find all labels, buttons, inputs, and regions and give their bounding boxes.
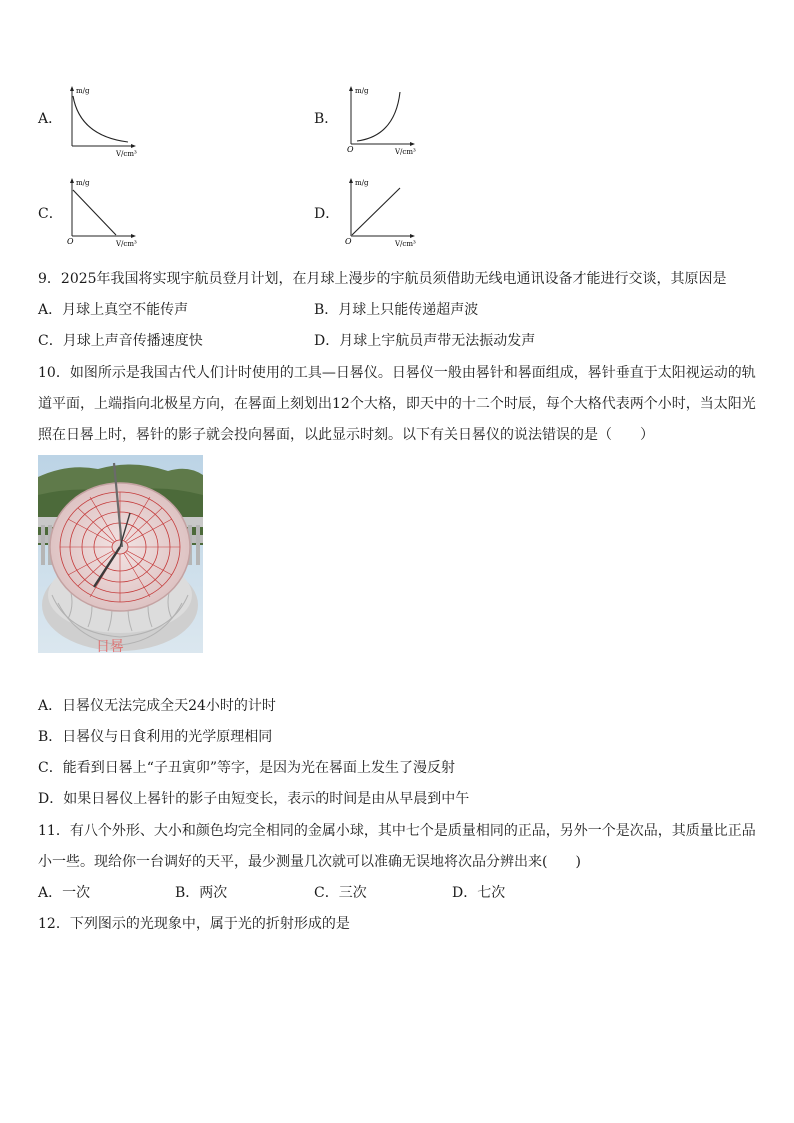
graph-b-ylabel: m/g: [355, 87, 369, 95]
graph-c-xlabel: V/cm³: [116, 240, 137, 248]
graph-d-xlabel: V/cm³: [395, 240, 416, 248]
graph-d-ylabel: m/g: [355, 179, 369, 187]
sundial-photo-caption: 日晷: [96, 639, 124, 653]
question-11-option-b: B．两次: [175, 885, 228, 901]
graph-d: [343, 176, 423, 256]
graph-a-curve: [73, 96, 128, 142]
graph-d-origin: O: [345, 237, 352, 246]
question-9-option-b: B．月球上只能传递超声波: [314, 302, 479, 318]
graph-b-origin: O: [347, 145, 354, 154]
sundial-photo: [38, 455, 203, 653]
graph-d-line: [352, 188, 400, 235]
question-12-stem: 12．下列图示的光现象中，属于光的折射形成的是: [38, 916, 350, 932]
question-11-option-c: C．三次: [314, 885, 367, 901]
graph-c-line: [73, 190, 116, 235]
question-11-option-a: A．一次: [38, 885, 91, 901]
graph-option-d-label: D．: [314, 206, 340, 222]
graph-c-ylabel: m/g: [76, 179, 90, 187]
question-10-option-b: B．日晷仪与日食利用的光学原理相同: [38, 729, 273, 745]
graph-a: [64, 84, 144, 164]
question-9-option-c: C．月球上声音传播速度快: [38, 333, 203, 349]
graph-c-origin: O: [67, 237, 74, 246]
question-10-option-a: A．日晷仪无法完成全天24小时的计时: [38, 698, 276, 714]
question-9-stem: 9．2025年我国将实现宇航员登月计划，在月球上漫步的宇航员须借助无线电通讯设备才能进行交谈，其原因是: [38, 271, 727, 287]
graph-option-b-label: B．: [314, 111, 339, 127]
question-11-stem-line-2: 小一些。现给你一台调好的天平，最少测量几次就可以准确无误地将次品分辨出来( ): [38, 854, 581, 870]
question-9-option-d: D．月球上宇航员声带无法振动发声: [314, 333, 536, 349]
graph-b-xlabel: V/cm³: [395, 148, 416, 156]
graph-a-ylabel: m/g: [76, 87, 90, 95]
question-10-stem-line-3: 照在日晷上时，晷针的影子就会投向晷面，以此显示时刻。以下有关日晷仪的说法错误的是（ ）: [38, 427, 654, 443]
question-9-option-a: A．月球上真空不能传声: [38, 302, 189, 318]
graph-b-curve: [357, 92, 400, 141]
question-10-option-c: C．能看到日晷上“子丑寅卯”等字，是因为光在晷面上发生了漫反射: [38, 760, 456, 776]
question-10-option-d: D．如果日晷仪上晷针的影子由短变长，表示的时间是由从早晨到中午: [38, 791, 470, 807]
graph-a-xlabel: V/cm³: [116, 150, 137, 158]
question-10-stem-line-1: 10．如图所示是我国古代人们计时使用的工具—日晷仪。日晷仪一般由晷针和晷面组成，晷针垂直于太阳视运动的轨: [38, 365, 756, 381]
question-11-option-d: D．七次: [452, 885, 506, 901]
question-11-stem-line-1: 11．有八个外形、大小和颜色均完全相同的金属小球，其中七个是质量相同的正品，另外一个是次品，其质量比正品: [38, 823, 756, 839]
graph-b: [343, 84, 423, 164]
graph-c: [64, 176, 144, 256]
graph-option-a-label: A．: [38, 111, 63, 127]
graph-option-c-label: C．: [38, 206, 63, 222]
question-10-stem-line-2: 道平面，上端指向北极星方向，在晷面上刻划出12个大格，即天中的十二个时辰，每个大格代表两个小时，当太阳光: [38, 396, 756, 412]
